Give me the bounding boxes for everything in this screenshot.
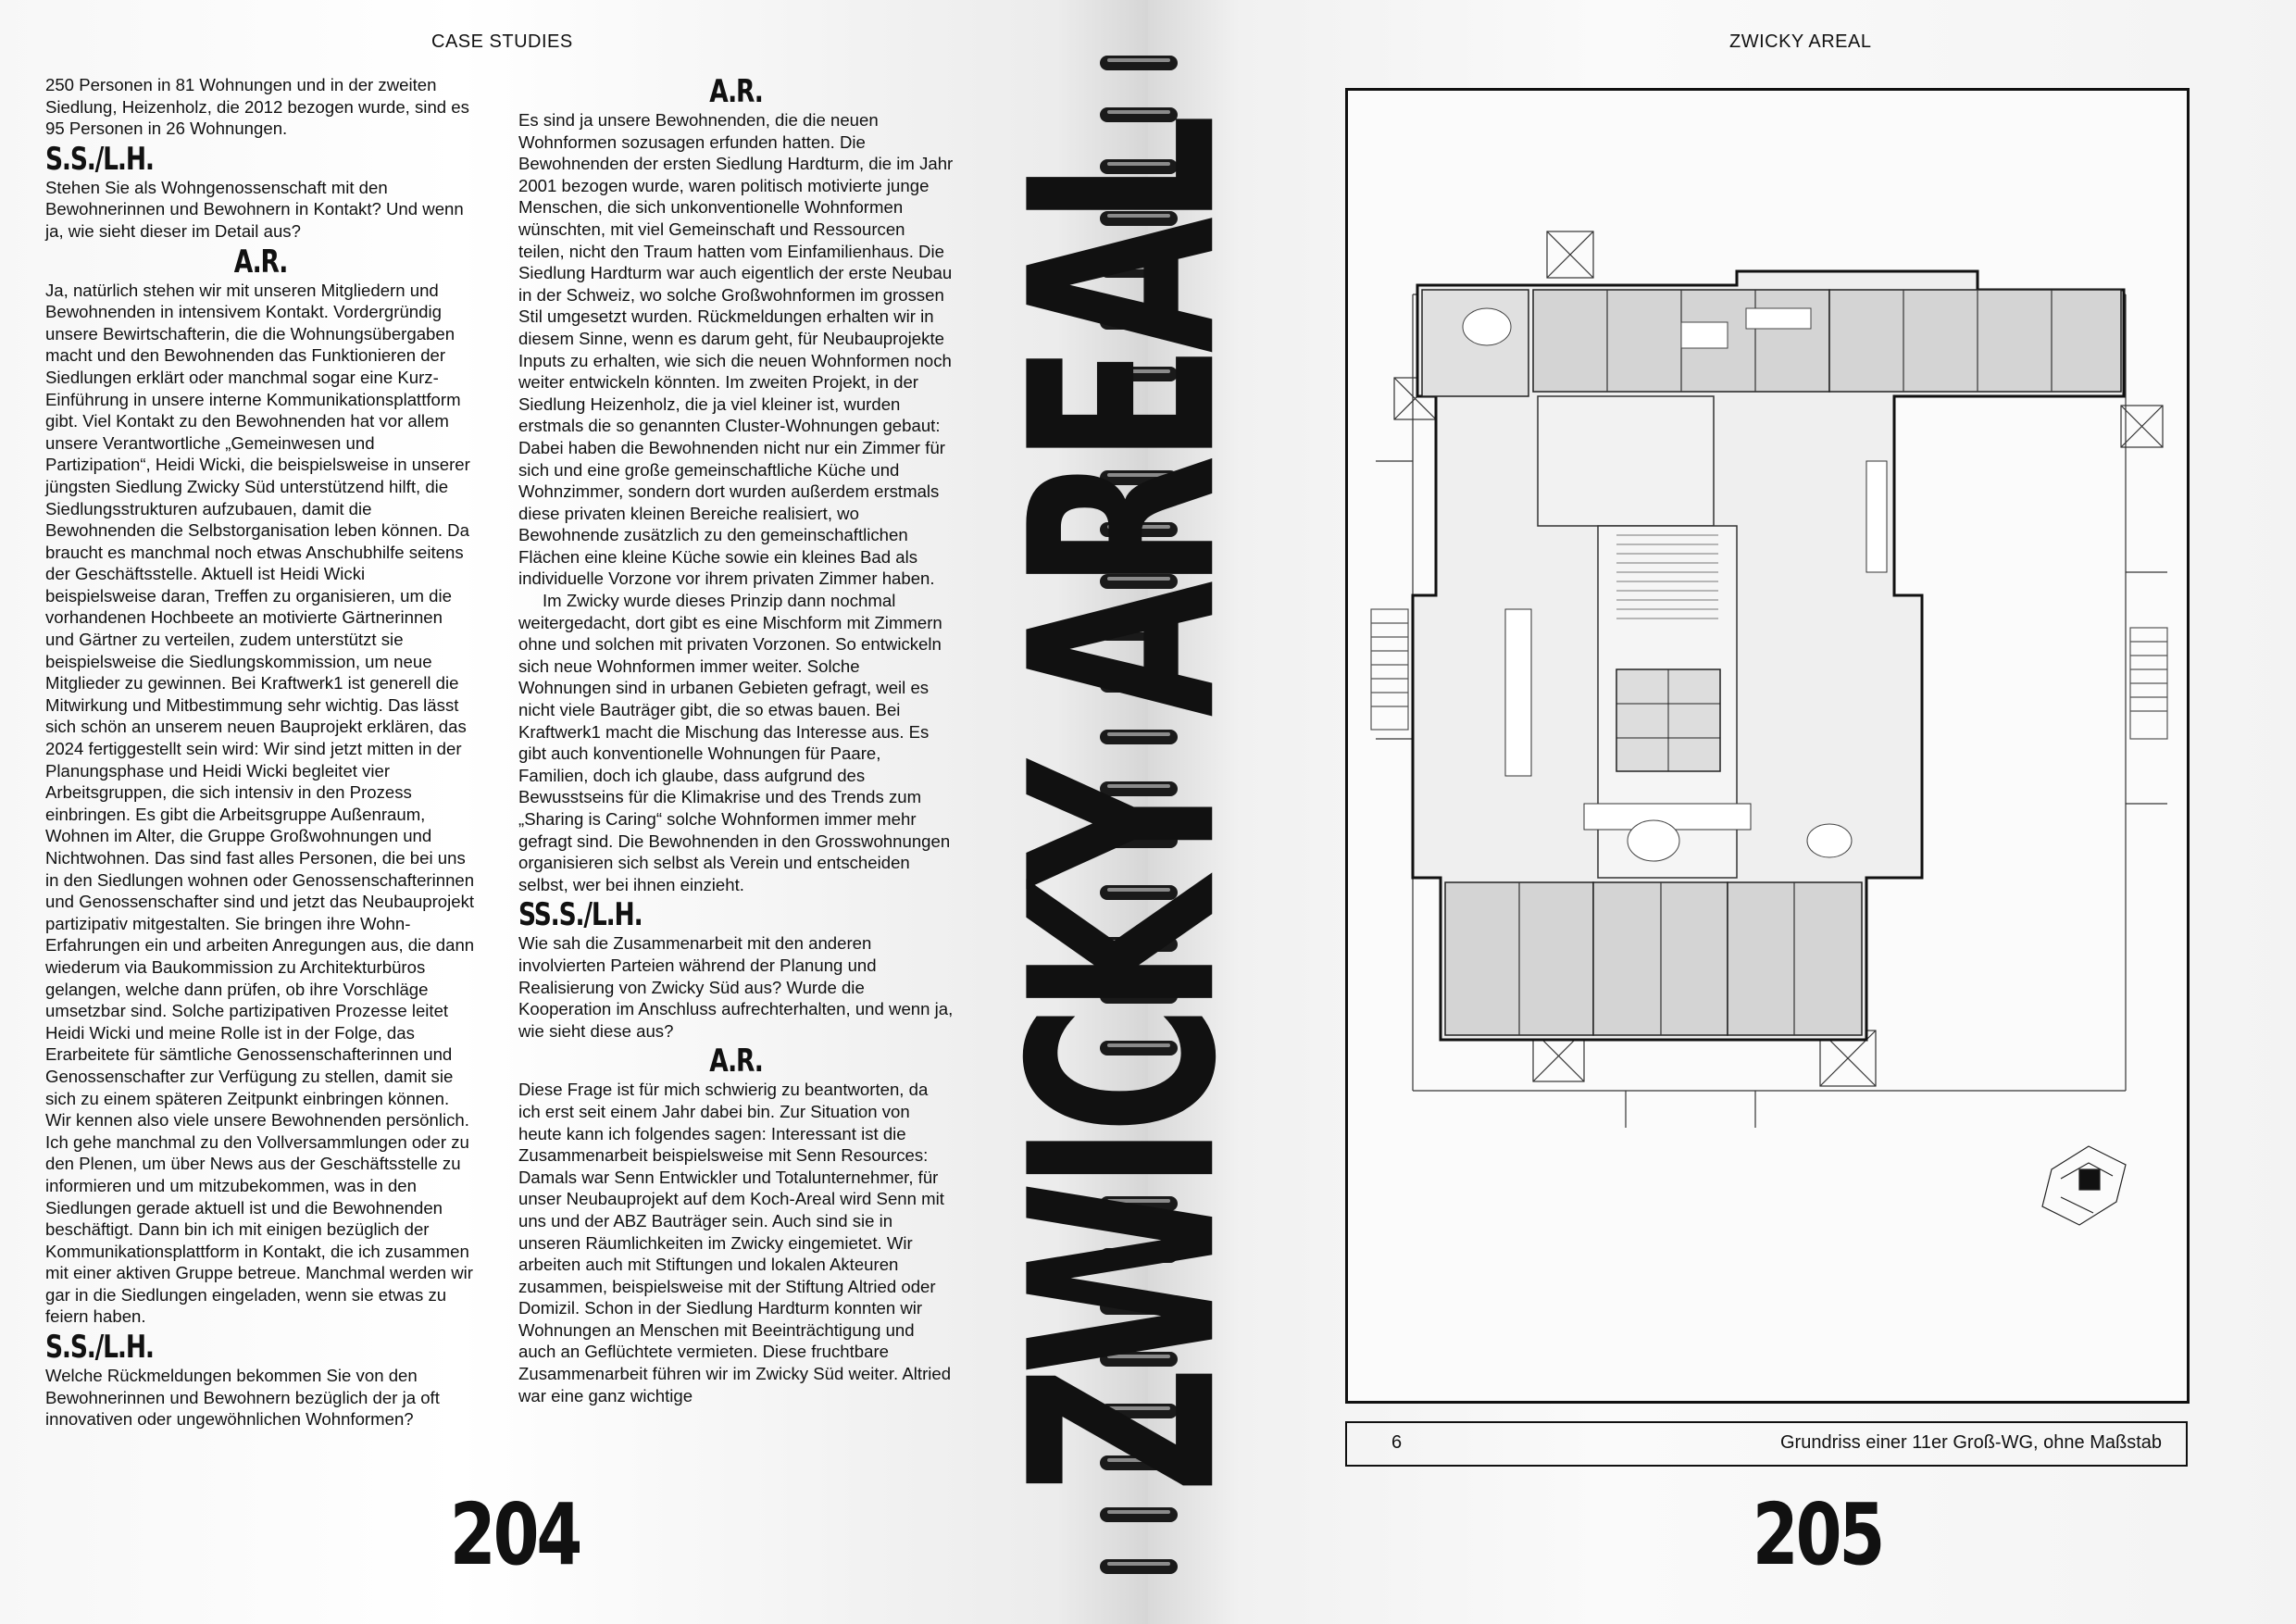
spiral-coil xyxy=(1100,56,1178,70)
caption-text: Grundriss einer 11er Groß-WG, ohne Maßstab xyxy=(1780,1432,2162,1453)
body-paragraph: Ja, natürlich stehen wir mit unseren Mitgliedern und Bewohnenden in intensivem Kontakt. Vordergründig unsere Bewirtschafterin, die die Wohnungsübergaben macht und den Bewohnenden das Funktionieren der Siedlungen erklärt oder manchmal sogar eine Kurz-Einführung in unsere interne Kommunikationsplattform gibt. Viel Kontakt zu den Bewohnenden hat vor allem unsere Verantwortliche „Gemeinwesen und Partizipation“, Heidi Wicki, die beispielsweise in unserer jüngsten Siedlung Zwicky Süd unterstützend hilft, die Siedlungsstrukturen aufzubauen, damit die Bewohnenden die Selbstorganisation leben können. Da braucht es manchmal noch etwas Anschubhilfe seitens der Geschäftsstelle. Aktuell ist Heidi Wicki beispielsweise daran, Treffen zu organisieren, um die vorhandenen Hochbeete an motivierte Gärtnerinnen und Gärtner zu verteilen, zudem unterstützt sie beispielsweise die Siedlungskommission, um neue Mitglieder zu gewinnen. Bei Kraftwerk1 ist generell die Mitwirkung und Mitbestimmung sehr wichtig. Das lässt sich schön an unserem neuen Bauprojekt erklären, das 2024 fertiggestellt sein wird: Wir sind jetzt mitten in der Planungsphase und Heidi Wicki begleitet vier Arbeitsgruppen, die sich intensiv in den Prozess einbringen. Es gibt die Arbeitsgruppe Außenraum, Wohnen im Alter, die Gruppe Großwohnungen und Nichtwohnen. Das sind fast alles Personen, die bei uns in den Siedlungen wohnen oder Genossenschafterinnen und Genossenschafter sind und jetzt das Neubauprojekt partizipativ mitgestalten. Sie bringen ihre Wohn-Erfahrungen ein und arbeiten Anregungen aus, die dann wiederum via Baukommission zu Architekturbüros gelangen, welche dann prüfen, ob ihre Vorschläge umsetzbar sind. Solche partizipativen Prozesse leitet Heidi Wicki und meine Rolle ist in der Folge, das Erarbeitete für sämtliche Genossenschafterinnen und Genossenschafter zur Verfügung zu stellen, damit sie sich zu einem späteren Zeitpunkt einbringen können. Wir kennen also viele unsere Bewohnenden persönlich. Ich gehe manchmal zu den Vollversammlungen oder zu den Plenen, um über News aus der Geschäftsstelle zu informieren und um mitzubekommen, was in den Siedlungen gerade aktuell ist und die Bewohnenden beschäftigt. Dann bin ich mit einigen bezüglich der Kommunikationsplattform in Kontakt, die ich zusammen mit einer aktiven Gruppe betreue. Manchmal werden wir gar in die Siedlungen eingeladen, wenn sie etwas zu feiern haben. xyxy=(45,280,475,1327)
floor-plan-figure xyxy=(1345,88,2190,1404)
body-paragraph: Stehen Sie als Wohngenossenschaft mit den Bewohnerinnen und Bewohnern in Kontakt? Und wenn ja, wie sieht dieser im Detail aus? xyxy=(45,177,464,241)
running-head-left: CASE STUDIES xyxy=(431,31,573,52)
text-column-2 xyxy=(518,72,954,1406)
figure-caption xyxy=(1345,1421,2188,1467)
body-paragraph: Diese Frage ist für mich schwierig zu beantworten, da ich erst seit einem Jahr dabei bin. Zur Situation von heute kann ich folgendes sagen: Interessant ist die Zusammenarbeit beispielsweise mit Senn Resources: Damals war Senn Entwickler und Totalunternehmer, für unser Neubauprojekt auf dem Koch-Areal wird Senn mit uns und der ABZ Bauträger sein. Auch sind sie in unseren Räumlichkeiten im Zwicky eingemietet. Wir arbeiten auch mit Stiftungen und lokalen Akteuren zusammen, beispielsweise mit der Stiftung Altried oder Domizil. Schon in der Siedlung Hardturm konnten wir Wohnungen an Menschen mit Beeinträchtigung und auch an Geflüchtete vermieten. Diese fruchtbare Zusammenarbeit führen wir im Zwicky Süd weiter. Altried war eine ganz wichtige xyxy=(518,1080,952,1405)
spine-title: ZWICKY AREAL xyxy=(976,123,1273,1493)
speaker-heading: A.R. xyxy=(233,243,288,281)
page-number-left: 204 xyxy=(449,1485,580,1584)
spiral-coil xyxy=(1100,1507,1178,1522)
body-paragraph: Welche Rückmeldungen bekommen Sie von den Bewohnerinnen und Bewohnern bezüglich der ja oft innovativen oder ungewöhnlichen Wohnformen? xyxy=(45,1366,440,1430)
page-number-right: 205 xyxy=(1752,1485,1883,1584)
speaker-heading: S.S./L.H. xyxy=(45,1329,154,1367)
figure-number: 6 xyxy=(1391,1432,1403,1453)
spiral-coil xyxy=(1100,1559,1178,1574)
speaker-heading: S.S./L.H. xyxy=(45,140,154,178)
body-paragraph: Wie sah die Zusammenarbeit mit den anderen involvierten Parteien während der Planung und Realisierung von Zwicky Süd aus? Wurde die Kooperation im Anschluss aufrechterhalten, und wenn ja, wie sieht diese aus? xyxy=(518,933,954,1041)
floor-plan-drawing xyxy=(1348,91,2187,1401)
speaker-heading: A.R. xyxy=(709,1043,763,1081)
spiral-coil xyxy=(1100,107,1178,122)
text-column-1 xyxy=(45,74,476,1430)
speaker-heading: A.R. xyxy=(709,73,763,110)
body-paragraph: Es sind ja unsere Bewohnenden, die die neuen Wohnformen sozusagen erfunden hatten. Die Bewohnenden der ersten Siedlung Hardturm, die im Jahr 2001 bezogen wurde, waren politisch motivierte junge Menschen, die sich unkonventionelle Wohnformen wünschten, mit viel Gemeinschaft und Ressourcen teilen, nicht den Traum hatten vom Einfamilienhaus. Die Siedlung Hardturm war auch eigentlich der erste Neubau in der Schweiz, wo solche Großwohnformen im grossen Stil umgesetzt wurden. Rückmeldungen erhalten wir in diesem Sinne, wenn es darum geht, für Neubauprojekte Inputs zu erhalten, wie sich die neuen Wohnformen noch weiter entwickeln könnten. Im zweiten Projekt, in der Siedlung Heizenholz, die ja viel kleiner ist, wurden erstmals die so genannten Cluster-Wohnungen gebaut: Dabei haben die Bewohnenden nicht nur ein Zimmer für sich und eine große gemeinschaftliche Küche und Wohnzimmer, sondern dort wurden außerdem erstmals diese privaten kleinen Bereiche realisiert, wo Bewohnende zusätzlich zu den gemeinschaftlichen Flächen eine kleine Küche sowie ein kleines Bad als individuelle Vorzone vor ihrem privaten Zimmer haben. xyxy=(518,110,954,589)
body-paragraph: Im Zwicky wurde dieses Prinzip dann nochmal weitergedacht, dort gibt es eine Mischform mit Zimmern ohne und solchen mit privaten Vorzonen. So entwickeln sich neue Wohnformen immer weiter. Solche Wohnungen sind in urbanen Gebieten gefragt, weil es nicht viele Bauträger gibt, die so etwas bauen. Bei Kraftwerk1 macht die Mischung das Interesse aus. Es gibt auch konventionelle Wohnungen für Paare, Familien, doch ich glaube, dass aufgrund des Bewusstseins für die Klimakrise und des Trends zum „Sharing is Caring“ solche Wohnformen immer mehr gefragt sind. Die Bewohnenden in den Grosswohnungen organisieren sich selbst als Verein und entscheiden selbst, wer bei ihnen einzieht. xyxy=(518,591,951,894)
body-paragraph: 250 Personen in 81 Wohnungen und in der zweiten Siedlung, Heizenholz, die 2012 bezogen wurde, sind es 95 Personen in 26 Wohnungen. xyxy=(45,75,469,139)
running-head-right: ZWICKY AREAL xyxy=(1729,31,1872,52)
speaker-heading: SS.S./L.H. xyxy=(518,896,643,934)
